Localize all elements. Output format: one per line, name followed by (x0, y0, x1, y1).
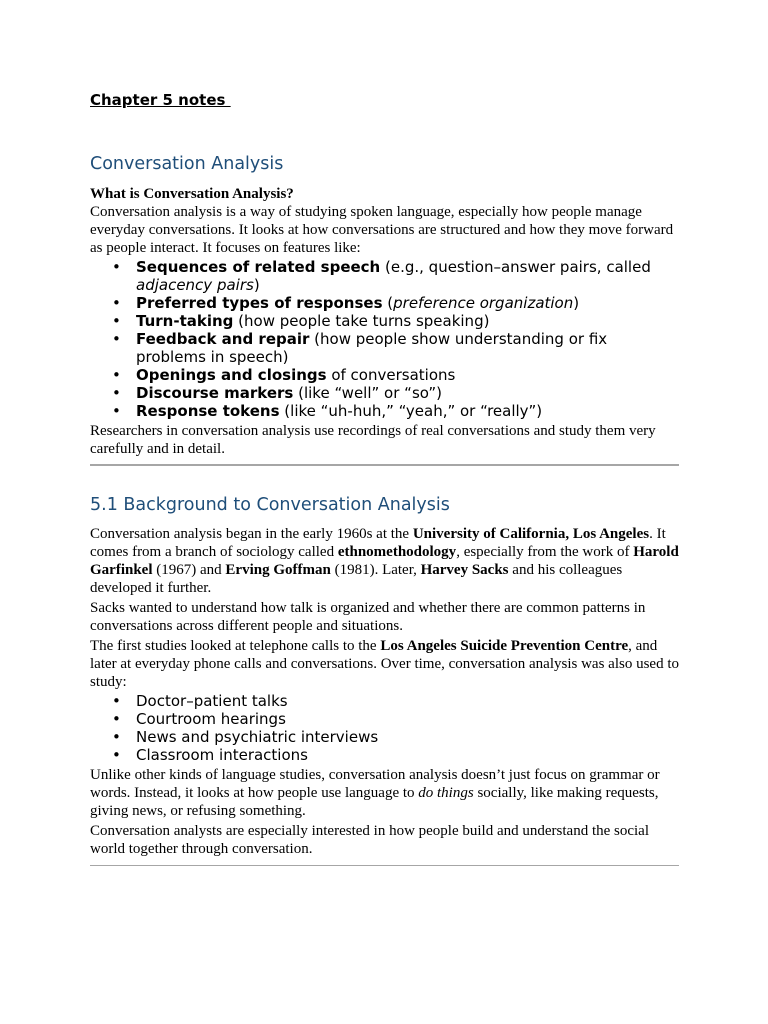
bold-text: Erving Goffman (225, 562, 331, 578)
text-run: (1967) and (152, 562, 226, 578)
background-paragraph-4 (90, 766, 679, 820)
feature-italic: preference organization (393, 294, 574, 312)
feature-desc: (how people take turns speaking) (233, 312, 490, 330)
list-item (90, 294, 679, 312)
bold-text: ethnomethodology (337, 544, 457, 560)
list-item (90, 258, 679, 294)
list-item: • Classroom interactions (90, 746, 679, 764)
feature-term: Feedback and repair (136, 330, 310, 348)
list-item (90, 402, 679, 420)
list-item (90, 312, 679, 330)
feature-end: ) (573, 294, 580, 312)
list-item: • News and psychiatric interviews (90, 728, 679, 746)
feature-term: Response tokens (136, 402, 280, 420)
feature-term: Sequences of related speech (136, 258, 381, 276)
section-divider (90, 464, 679, 466)
feature-term: Turn-taking (136, 312, 234, 330)
feature-desc: (like “uh-huh,” “yeah,” or “really”) (279, 402, 543, 420)
feature-desc: (e.g., question–answer pairs, called (380, 258, 651, 276)
list-item: • Doctor–patient talks (90, 692, 679, 710)
feature-italic: adjacency pairs (136, 276, 254, 294)
features-list (90, 258, 679, 420)
feature-end: ) (253, 276, 260, 294)
bold-text: Harold Garfinkel (90, 544, 679, 578)
feature-desc: (how people show understanding or fix problems in speech) (136, 330, 608, 366)
section-heading-conversation-analysis: Conversation Analysis (90, 154, 284, 174)
text-run: , and later at everyday phone calls and conversations. Over time, conversation analysis was also used to study: (90, 638, 679, 690)
background-paragraph-1 (90, 525, 679, 597)
list-item (90, 384, 679, 402)
closing-paragraph: Researchers in conversation analysis use recordings of real conversations and study them very carefully and in detail. (90, 423, 656, 457)
section-divider (90, 865, 679, 866)
text-run: . It comes from a branch of sociology called (90, 526, 666, 560)
chapter-title: Chapter 5 notes (90, 91, 231, 109)
background-paragraph-5: Conversation analysts are especially interested in how people build and understand the social world together through conversation. (90, 823, 650, 857)
text-run: The first studies looked at telephone calls to the (90, 638, 381, 654)
feature-term: Preferred types of responses (136, 294, 383, 312)
section-background (90, 525, 679, 866)
study-contexts-list (90, 692, 679, 764)
text-run: Conversation analysis began in the early 1960s at the (90, 526, 413, 542)
list-item (90, 330, 679, 366)
bold-text: Los Angeles Suicide Prevention Centre (380, 638, 629, 654)
subheading-what-is-ca: What is Conversation Analysis? (90, 186, 294, 202)
feature-term: Discourse markers (136, 384, 294, 402)
feature-desc: ( (382, 294, 394, 312)
text-run: and his colleagues developed it further. (90, 562, 623, 596)
list-item (90, 366, 679, 384)
text-run: Unlike other kinds of language studies, conversation analysis doesn’t just focus on grammar or words. Instead, it looks at how people use language to (90, 767, 660, 801)
feature-term: Openings and closings (136, 366, 327, 384)
feature-desc: (like “well” or “so”) (293, 384, 443, 402)
text-run: (1981). Later, (330, 562, 421, 578)
background-paragraph-2: Sacks wanted to understand how talk is organized and whether there are common patterns in conversations across different people and situations. (90, 600, 646, 634)
text-run: socially, like making requests, giving news, or refusing something. (90, 785, 659, 819)
bold-text: Harvey Sacks (420, 562, 509, 578)
italic-text: do things (418, 785, 474, 801)
intro-paragraph: Conversation analysis is a way of studying spoken language, especially how people manage everyday conversations. It looks at how conversations are structured and how they move forward as people interact. It focuses on features like: (90, 204, 674, 256)
section-conversation-analysis (90, 185, 679, 466)
feature-desc: of conversations (326, 366, 456, 384)
background-paragraph-3 (90, 637, 679, 691)
list-item: • Courtroom hearings (90, 710, 679, 728)
section-heading-background: 5.1 Background to Conversation Analysis (90, 495, 450, 515)
text-run: , especially from the work of (456, 544, 634, 560)
bold-text: University of California, Los Angeles (412, 526, 650, 542)
